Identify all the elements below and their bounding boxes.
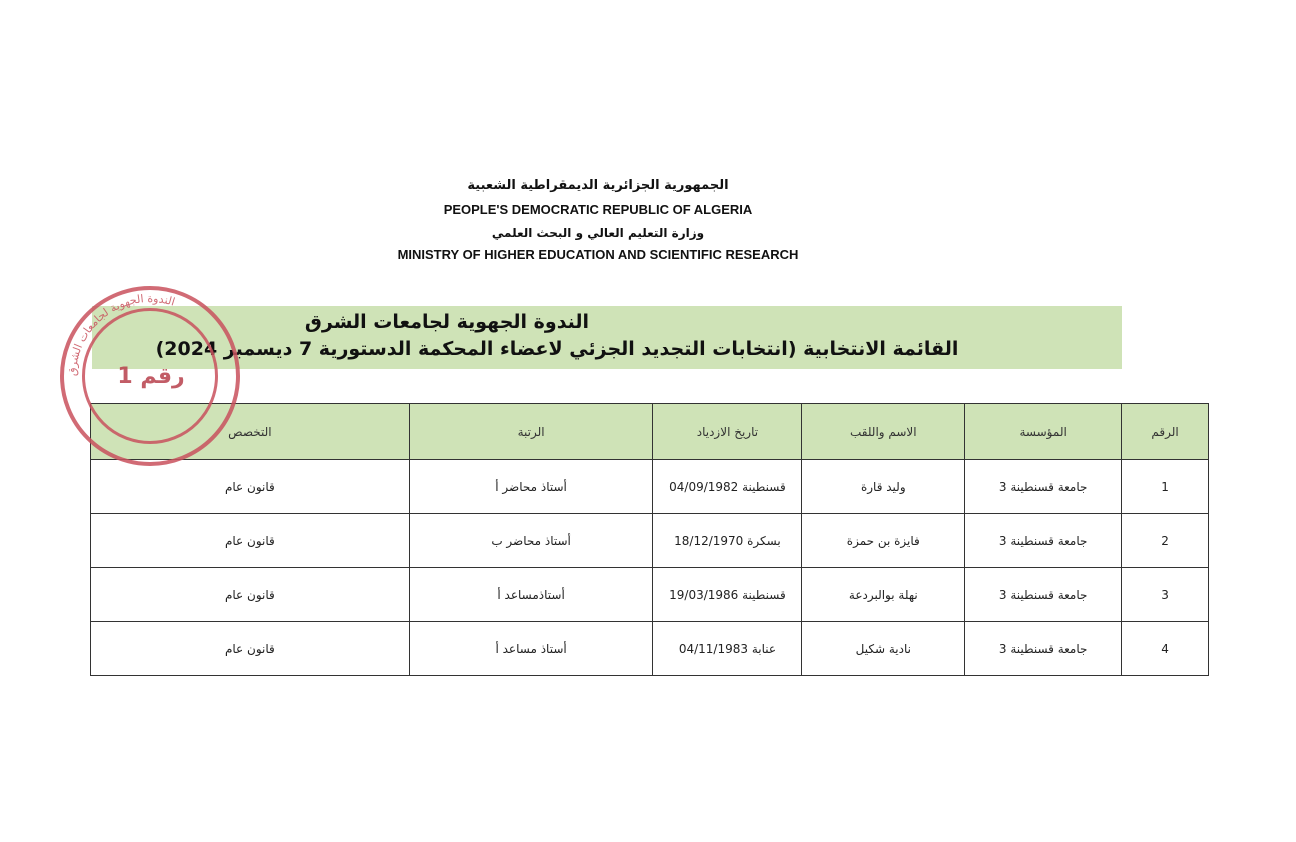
banner-subtitle: القائمة الانتخابية (انتخابات التجديد الجزئي لاعضاء المحكمة الدستورية 7 ديسمبر 2024) bbox=[155, 338, 959, 360]
cell-specialty: قانون عام bbox=[91, 460, 410, 514]
cell-specialty: قانون عام bbox=[91, 568, 410, 622]
title-banner bbox=[92, 306, 1122, 369]
cell-rank: أستاذ مساعد أ bbox=[409, 622, 653, 676]
cell-birth: قسنطينة 19/03/1986 bbox=[653, 568, 802, 622]
cell-rank: أستاذ محاضر ب bbox=[409, 514, 653, 568]
arabic-ministry-title: وزارة التعليم العالي و البحث العلمي bbox=[491, 226, 705, 240]
table-row bbox=[91, 514, 1209, 568]
english-country-title: PEOPLE'S DEMOCRATIC REPUBLIC OF ALGERIA bbox=[443, 202, 753, 217]
cell-birth: عنابة 04/11/1983 bbox=[653, 622, 802, 676]
header-institution: المؤسسة bbox=[965, 404, 1122, 460]
cell-number: 3 bbox=[1122, 568, 1209, 622]
cell-institution: جامعة قسنطينة 3 bbox=[965, 568, 1122, 622]
table-row bbox=[91, 460, 1209, 514]
arabic-country-title: الجمهورية الجزائرية الديمقراطية الشعبية bbox=[467, 178, 729, 193]
header-birth: تاريخ الازدياد bbox=[653, 404, 802, 460]
cell-birth: قسنطينة 04/09/1982 bbox=[653, 460, 802, 514]
cell-rank: أستاذ محاضر أ bbox=[409, 460, 653, 514]
cell-specialty: قانون عام bbox=[91, 622, 410, 676]
table-row bbox=[91, 568, 1209, 622]
header-number: الرقم bbox=[1122, 404, 1209, 460]
header-specialty: التخصص bbox=[91, 404, 410, 460]
banner-title: الندوة الجهوية لجامعات الشرق bbox=[304, 311, 590, 333]
cell-specialty: قانون عام bbox=[91, 514, 410, 568]
cell-institution: جامعة قسنطينة 3 bbox=[965, 622, 1122, 676]
cell-name: نهلة بوالبردعة bbox=[802, 568, 965, 622]
header-name: الاسم واللقب bbox=[802, 404, 965, 460]
cell-number: 2 bbox=[1122, 514, 1209, 568]
cell-name: نادية شكيل bbox=[802, 622, 965, 676]
cell-number: 1 bbox=[1122, 460, 1209, 514]
electoral-list-table bbox=[90, 403, 1209, 676]
cell-name: فايزة بن حمزة bbox=[802, 514, 965, 568]
cell-institution: جامعة قسنطينة 3 bbox=[965, 514, 1122, 568]
stamp-number-label: رقم 1 bbox=[117, 364, 185, 389]
cell-number: 4 bbox=[1122, 622, 1209, 676]
header-rank: الرتبة bbox=[409, 404, 653, 460]
cell-rank: أستاذمساعد أ bbox=[409, 568, 653, 622]
cell-name: وليد قارة bbox=[802, 460, 965, 514]
table-row bbox=[91, 622, 1209, 676]
official-stamp bbox=[60, 286, 240, 466]
stamp-ring-label: الندوة الجهوية لجامعات الشرق bbox=[65, 291, 177, 377]
table-header-row bbox=[91, 404, 1209, 460]
cell-institution: جامعة قسنطينة 3 bbox=[965, 460, 1122, 514]
cell-birth: بسكرة 18/12/1970 bbox=[653, 514, 802, 568]
english-ministry-title: MINISTRY OF HIGHER EDUCATION AND SCIENTIFIC RESEARCH bbox=[397, 247, 799, 262]
